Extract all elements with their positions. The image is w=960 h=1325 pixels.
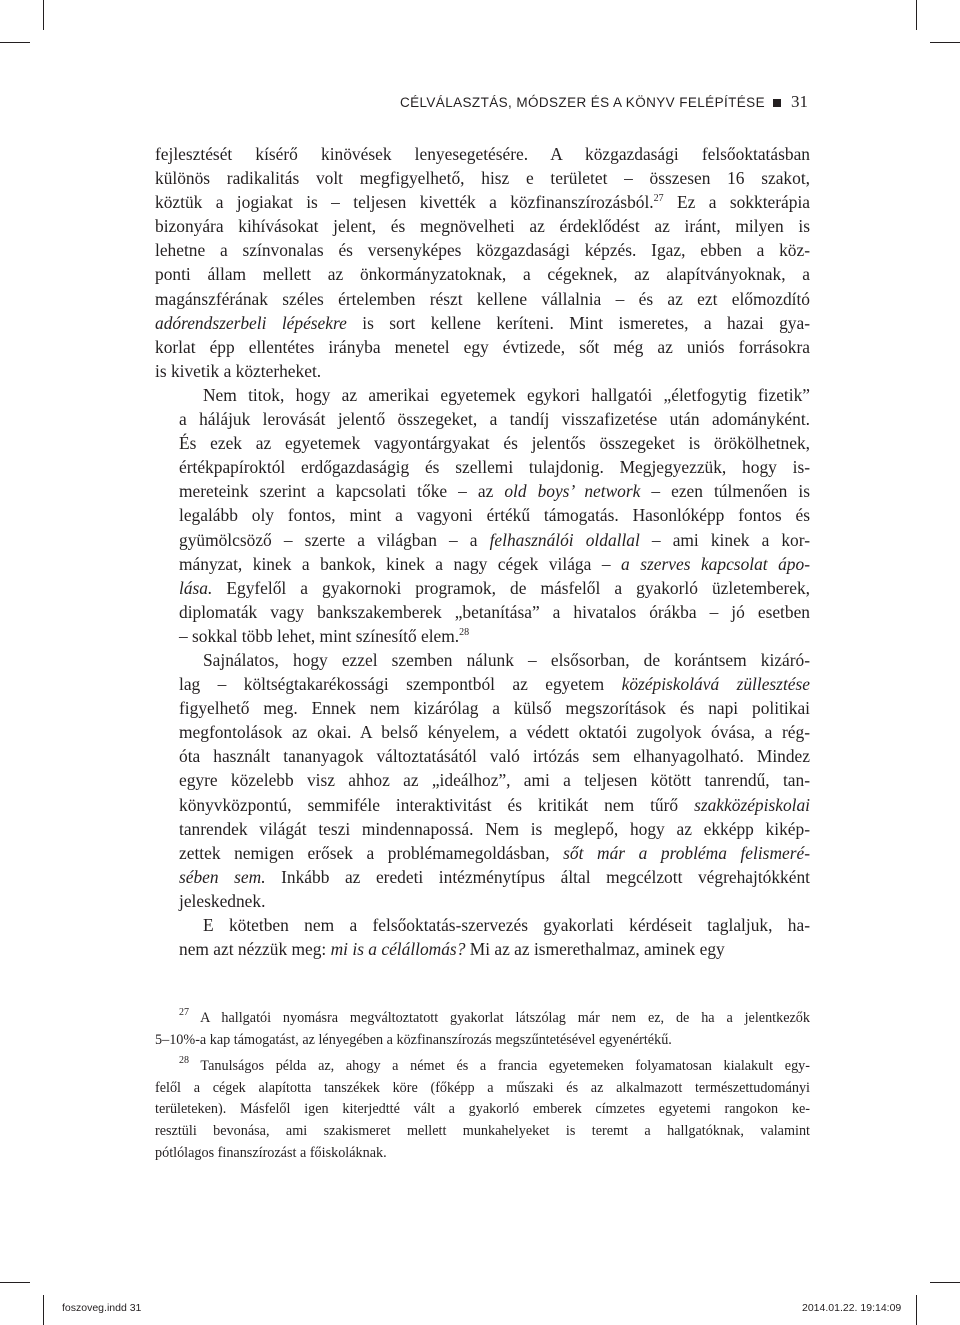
- footnote-text: területeken). Másfelől igen kiterjedtté vált a gyakorló emberek címzetes egyetemi rangokon ke-: [155, 1101, 810, 1118]
- crop-mark: [916, 1295, 917, 1325]
- crop-mark: [43, 0, 44, 30]
- text-line: [155, 648, 810, 672]
- text-run: értékpapíroktól erdőgazdaságig és szellemi tulajdonig. Megjegyezzük, hogy is-: [179, 457, 810, 478]
- footnote-number: 28: [179, 1055, 189, 1067]
- text-run: – ezen túlmenően is: [640, 481, 810, 502]
- square-bullet-icon: [773, 99, 781, 107]
- text-line: [155, 311, 810, 335]
- footnote-line: [155, 1008, 810, 1030]
- footnote-ref: 27: [653, 193, 664, 205]
- text-line: [155, 768, 810, 792]
- text-run: nem azt nézzük meg:: [179, 939, 331, 960]
- text-run: különös radikalitás volt megfigyelhető, hisz e területet – összesen 16 szakot,: [155, 168, 810, 189]
- text-run: köztük a jogiakat is – teljesen kivették a közfinanszírozásból.: [155, 192, 654, 213]
- text-line: [155, 503, 810, 527]
- footnote-text: pótlólagos finanszírozást a főiskoláknak.: [155, 1144, 387, 1161]
- text-line: [155, 407, 810, 431]
- emphasis: a szerves kapcsolat ápo-: [621, 553, 810, 574]
- crop-mark: [0, 42, 30, 43]
- text-line: [155, 841, 810, 865]
- text-run: mereteink szerint a kapcsolati tőke – az: [179, 481, 505, 502]
- text-run: fejlesztését kísérő kinövések lenyesegetésére. A közgazdasági felsőoktatásban: [155, 144, 810, 164]
- text-run: bizonyára kihívásokat jelent, és megnövelheti az érdeklődést az iránt, milyen is: [155, 216, 810, 237]
- text-line: [155, 528, 810, 552]
- footnote-line: [155, 1078, 810, 1100]
- text-run: tanrendek világát teszi mindennapossá. Nem is meglepő, hogy az ekképp kikép-: [179, 818, 810, 839]
- text-run: ponti állam mellett az önkormányzatoknak, a cégeknek, az alapítványoknak, a: [155, 264, 810, 285]
- text-line: [155, 937, 810, 961]
- text-run: könyvközpontú, semmiféle interaktivitást és kritikát nem tűrő: [179, 794, 695, 815]
- text-run: – sokkal több lehet, mint színesítő elem.: [179, 625, 460, 646]
- footnote-text: Tanulságos példa az, ahogy a német és a francia egyetemeken folyamatosan kialakult egy-: [200, 1058, 810, 1075]
- crop-mark: [930, 1282, 960, 1283]
- emphasis: adórendszerbeli lépésekre: [155, 312, 347, 333]
- emphasis: középiskolává züllesztése: [621, 674, 810, 695]
- emphasis: sőt már a probléma felismeré-: [563, 842, 811, 863]
- footnote-number: 27: [179, 1007, 189, 1018]
- text-run: És ezek az egyetemek vagyontárgyakat és jelentős összegeket is örökölhetnek,: [179, 433, 810, 454]
- text-run: diplomaták vagy bankszakemberek „betanítása” a hivatalos órákba – jó esetben: [179, 601, 810, 622]
- text-run: a hálájuk lerovását jelentő összegeket, a tandíj visszafizetése után adományként.: [179, 409, 810, 430]
- paragraph: [155, 648, 810, 913]
- crop-mark: [43, 1295, 44, 1325]
- running-title: CÉLVÁLASZTÁS, MÓDSZER ÉS A KÖNYV FELÉPÍTÉSE: [399, 95, 765, 110]
- text-line: [155, 214, 810, 238]
- text-line: [155, 913, 810, 937]
- footnote-text: A hallgatói nyomásra megváltoztatott gyakorlat látszólag már nem ez, de ha a jelentkezők: [200, 1010, 810, 1026]
- text-line: [155, 479, 810, 503]
- crop-mark: [0, 1282, 30, 1283]
- text-run: Inkább az eredeti intézménytípus által megcélzott végrehajtókként: [265, 866, 810, 887]
- text-line: [155, 455, 810, 479]
- text-line: [155, 865, 810, 889]
- footnote: [155, 1008, 810, 1051]
- emphasis: szakközépiskolai: [694, 794, 810, 815]
- footnote-line: [155, 1056, 810, 1078]
- emphasis: mi is a célállomás?: [330, 939, 466, 960]
- slug-timestamp: 2014.01.22. 19:14:09: [802, 1302, 902, 1314]
- footnote-line: [155, 1121, 810, 1143]
- text-line: [155, 335, 810, 359]
- footnotes: [155, 1008, 810, 1169]
- page-number: 31: [791, 92, 808, 111]
- text-run: mányzat, kinek a bankok, kinek a nagy cégek világa –: [179, 553, 622, 574]
- footnote-line: [155, 1099, 810, 1121]
- text-line: [155, 744, 810, 768]
- text-line: [155, 576, 810, 600]
- crop-mark: [916, 0, 917, 30]
- text-run: gyümölcsöző – szerte a világban – a: [179, 529, 490, 550]
- text-line: [155, 383, 810, 407]
- text-run: jeleskednek.: [179, 890, 266, 911]
- text-run: lehetne a színvonalas és versenyképes közgazdasági képzés. Igaz, ebben a köz-: [155, 240, 810, 261]
- text-run: zettek nemigen erősek a problémamegoldásban,: [179, 842, 564, 863]
- text-run: – ami kinek a kor-: [639, 529, 810, 550]
- text-line: [155, 672, 810, 696]
- emphasis: old boys’ network: [504, 481, 641, 502]
- emphasis: felhasználói oldallal: [489, 529, 640, 550]
- text-run: is kivetik a közterheket.: [155, 360, 322, 381]
- footnote-text: resztüli bevonása, ami szakismeret mellett munkahelyeket is teremt a hallgatóknak, valamint: [155, 1122, 810, 1139]
- text-line: [155, 600, 810, 624]
- text-line: [155, 262, 810, 286]
- text-run: is sort kellene keríteni. Mint ismeretes, a hazai gya-: [346, 312, 810, 333]
- text-run: Mi az az ismerethalmaz, aminek egy: [465, 939, 725, 960]
- emphasis: sében sem.: [179, 866, 266, 887]
- text-run: Sajnálatos, hogy ezzel szemben nálunk – elsősorban, de korántsem kizáró-: [203, 649, 810, 670]
- text-line: [155, 190, 810, 214]
- text-run: Ez a sokkterápia: [663, 192, 811, 213]
- text-line: [155, 552, 810, 576]
- body-text: [155, 142, 810, 961]
- text-line: [155, 624, 810, 648]
- text-run: óta használt tananyagok változtatásától való irtózás sem elhanyagolható. Mindez: [179, 746, 810, 767]
- text-run: magánszférának széles értelemben részt kellene vállalnia – és az ezt előmozdító: [155, 288, 810, 309]
- footnote: [155, 1056, 810, 1164]
- text-line: [155, 720, 810, 744]
- text-run: E kötetben nem a felsőoktatás-szervezés gyakorlati kérdéseit taglaljuk, ha-: [203, 915, 810, 935]
- text-run: Nem titok, hogy az amerikai egyetemek egykori hallgatói „életfogytig fizetik”: [203, 384, 810, 405]
- text-line: [155, 238, 810, 262]
- text-line: [155, 889, 810, 913]
- footnote-ref: 28: [459, 626, 470, 638]
- paragraph: [155, 142, 810, 383]
- text-line: [155, 166, 810, 190]
- running-head: [400, 92, 808, 112]
- text-line: [155, 431, 810, 455]
- text-line: [155, 793, 810, 817]
- text-run: megfontolások az okai. A belső kényelem, a védett oktatói zugolyok óvása, a rég-: [179, 722, 810, 743]
- footnote-text: felől a cégek alapította tanszékek köre (főképp a műszaki és az alkalmazott természettudományi: [155, 1079, 810, 1096]
- footnote-line: [155, 1030, 810, 1052]
- crop-mark: [930, 42, 960, 43]
- text-line: [155, 359, 810, 383]
- footnote-text: 5–10%-a kap támogatást, az lényegében a közfinanszírozás megszűntetésével egyenértékű.: [155, 1031, 672, 1048]
- text-run: egyre közelebb visz ahhoz az „ideálhoz”, ami a teljesen kötött tanrendű, tan-: [179, 770, 810, 791]
- slug-filename: foszoveg.indd 31: [62, 1302, 142, 1314]
- footnote-line: [155, 1143, 810, 1165]
- paragraph: [155, 913, 810, 961]
- text-line: [155, 696, 810, 720]
- emphasis: lása.: [179, 577, 213, 598]
- text-run: figyelhető meg. Ennek nem kizárólag a külső megszorítások és napi politikai: [179, 698, 810, 719]
- text-run: korlat épp ellentétes irányba menetel egy évtizede, sőt még az uniós forrásokra: [155, 336, 810, 357]
- text-run: Egyfelől a gyakornoki programok, de másfelől a gyakorló üzletemberek,: [212, 577, 810, 598]
- text-line: [155, 817, 810, 841]
- text-line: [155, 287, 810, 311]
- text-run: lag – költségtakarékossági szempontból az egyetem: [179, 674, 622, 695]
- paragraph: [155, 383, 810, 648]
- text-line: [155, 142, 810, 166]
- text-run: legalább oly fontos, mint a vagyoni értékű támogatás. Hasonlóképp fontos és: [179, 505, 810, 526]
